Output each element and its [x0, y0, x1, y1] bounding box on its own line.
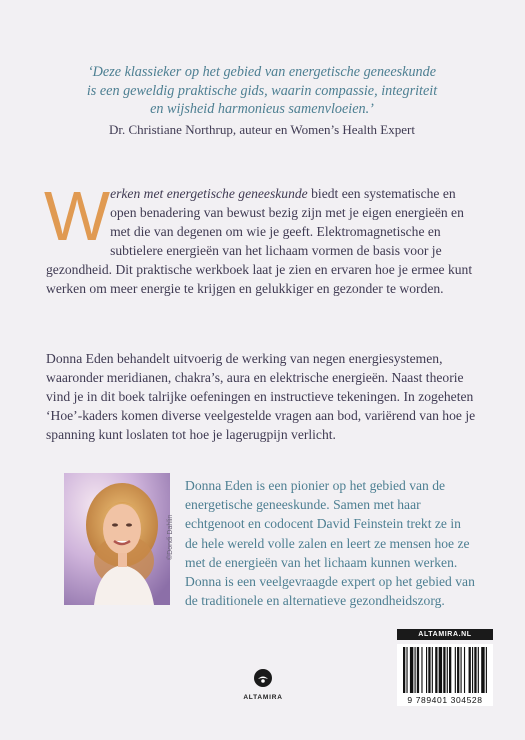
description-paragraph: Donna Eden behandelt uitvoerig de werking van negen energiesystemen, waaronder meridianen, chakra’s, aura en elektrische energieën. Naast theorie vind je in dit boek talrijke oefeningen en instructieve tekeningen. In zogeheten ‘Hoe’-kaders komen diverse veelgestelde vragen aan bod, variërend van hoe je spanning kunt loslaten tot hoe je lagerugpijn verlicht.	[46, 351, 476, 442]
barcode-icon	[397, 644, 493, 696]
drop-cap: W	[44, 177, 111, 255]
publisher-name: ALTAMIRA	[243, 694, 283, 701]
altamira-logo-icon	[253, 668, 273, 688]
back-cover-quote	[62, 63, 462, 119]
author-bio: Donna Eden is een pionier op het gebied van de energetische geneeskunde. Samen met haar echtgenoot en codocent David Feinstein trekt ze in de hele wereld volle zalen en leert ze mensen hoe ze met de energieën van het lichaam kunnen werken. Donna is een veelgevraagde expert op het gebied van de traditionele en alternatieve gezondheidszorg.	[185, 478, 475, 609]
intro-paragraph	[44, 177, 476, 298]
intro-text: biedt een systematische en open benadering van bewust bezig zijn met je eigen energieën en met die van degenen om wie je geeft. Elektromagnetische en subtielere energieën van het lichaam vormen de basis voor je gezondheid. Dit praktische werkboek laat je zien en ervaren hoe je ermee kunt werken om meer energie te krijgen en gelukkiger en gezonder te worden.	[46, 186, 473, 296]
quote-line-1: ‘Deze klassieker op het gebied van energetische geneeskunde	[87, 64, 437, 80]
quote-author: Dr. Christiane Northrup, auteur en Women’s Health Expert	[109, 122, 415, 137]
isbn-number: 9 789401 304528	[397, 695, 493, 706]
publisher-website: ALTAMIRA.NL	[397, 629, 493, 640]
publisher-logo	[226, 668, 300, 701]
photo-credit: ©Dondi Dahlin	[167, 514, 174, 560]
author-photo	[64, 473, 170, 605]
quote-line-2: is een geweldig praktische gids, waarin compassie, integriteit	[86, 82, 438, 99]
book-title-italic: erken met energetische geneeskunde	[110, 186, 308, 201]
quote-line-3: en wijsheid harmonieus samenvloeien.’	[150, 101, 374, 117]
